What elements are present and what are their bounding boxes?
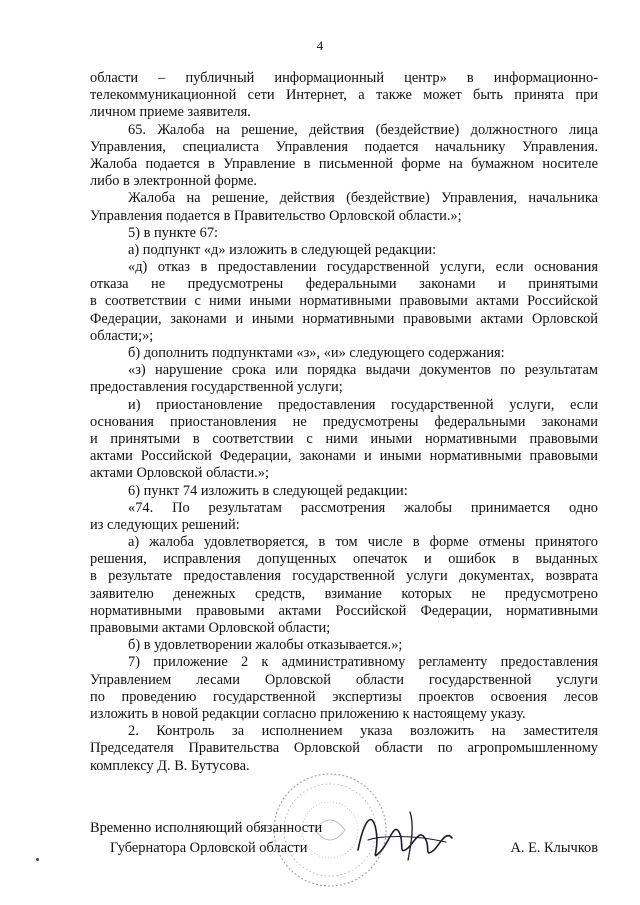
scan-dot	[36, 858, 39, 861]
text-line: «74. По результатам рассмотрения жалобы принимается одно	[128, 499, 598, 516]
text-line: актами Орловской области.»;	[90, 465, 269, 482]
text-line: и) приостановление предоставления государственной услуги, если	[128, 396, 598, 413]
text-line: в результате предоставления государственной услуги документах, возврата	[90, 568, 598, 585]
signer-name: А. Е. Клычков	[510, 840, 598, 856]
text-line: Жалоба подается в Управление в письменной форме на бумажном носителе	[90, 155, 598, 172]
text-line: Федерации, законами и иными нормативными правовыми актами Орловской	[90, 310, 598, 327]
signer-position-line1: Временно исполняющий обязанности	[90, 820, 323, 836]
text-line: а) подпункт «д» изложить в следующей редакции:	[128, 241, 437, 258]
text-line: Управления, специалиста Управления подается начальнику Управления.	[90, 138, 598, 155]
text-line: предоставления государственной услуги;	[90, 379, 343, 396]
document-body	[90, 70, 598, 775]
text-line: Управлением лесами Орловской области государственной услуги	[90, 671, 598, 688]
text-line: комплексу Д. В. Бутусова.	[90, 757, 250, 774]
text-line: б) дополнить подпунктами «з», «и» следующего содержания:	[128, 345, 505, 361]
page-number: 4	[316, 38, 324, 53]
text-line: по проведению государственной экспертизы проектов освоения лесов	[90, 688, 598, 705]
text-line: и принятыми в соответствии с ними иными нормативными правовыми	[90, 430, 598, 447]
text-line: основания приостановления не предусмотрены федеральными законами	[90, 413, 598, 430]
text-line: Жалоба на решение, действия (бездействие) Управления, начальника	[128, 190, 598, 207]
text-line: 6) пункт 74 изложить в следующей редакции:	[128, 482, 408, 499]
text-line: нормативными правовыми актами Российской Федерации, нормативными	[90, 602, 598, 619]
text-line: а) жалоба удовлетворяется, в том числе в форме отмены принятого	[128, 534, 598, 551]
text-line: личном приеме заявителя.	[90, 104, 251, 121]
text-line: решения, исправления допущенных опечаток и ошибок в выданных	[90, 551, 598, 568]
text-line: телекоммуникационной сети Интернет, а также может быть принята при	[90, 87, 598, 104]
text-line: 5) в пункте 67:	[128, 224, 219, 241]
text-line: б) в удовлетворении жалобы отказывается.»;	[128, 637, 403, 654]
text-line: в соответствии с ними иными нормативными правовыми актами Российской	[90, 293, 598, 310]
text-line: из следующих решений:	[90, 516, 240, 533]
text-line: 2. Контроль за исполнением указа возложить на заместителя	[128, 723, 598, 740]
text-line: области – публичный информационный центр» в информационно-	[90, 70, 598, 86]
text-line: изложить в новой редакции согласно приложению к настоящему указу.	[90, 705, 526, 722]
text-line: либо в электронной форме.	[90, 173, 258, 190]
text-line: области;»;	[90, 327, 154, 344]
text-line: 65. Жалоба на решение, действия (бездействие) должностного лица	[128, 121, 598, 138]
signature-block	[90, 818, 598, 858]
text-line: правовыми актами Орловской области;	[90, 620, 331, 636]
text-line: актами Российской Федерации, законами и иными нормативными правовыми	[90, 448, 598, 465]
text-line: отказа не предусмотрены федеральными законами и принятыми	[90, 276, 598, 293]
text-line: 7) приложение 2 к административному регламенту предоставления	[128, 654, 598, 671]
text-line: «д) отказ в предоставлении государственной услуги, если основания	[128, 259, 598, 276]
text-line: «з) нарушение срока или порядка выдачи документов по результатам	[128, 362, 598, 379]
text-line: Управления подается в Правительство Орловской области.»;	[90, 207, 462, 224]
text-line: заявителю денежных средств, взимание которых не предусмотрено	[90, 585, 598, 602]
text-line: Председателя Правительства Орловской области по агропромышленному	[90, 740, 598, 757]
signer-position-line2: Губернатора Орловской области	[110, 840, 308, 856]
